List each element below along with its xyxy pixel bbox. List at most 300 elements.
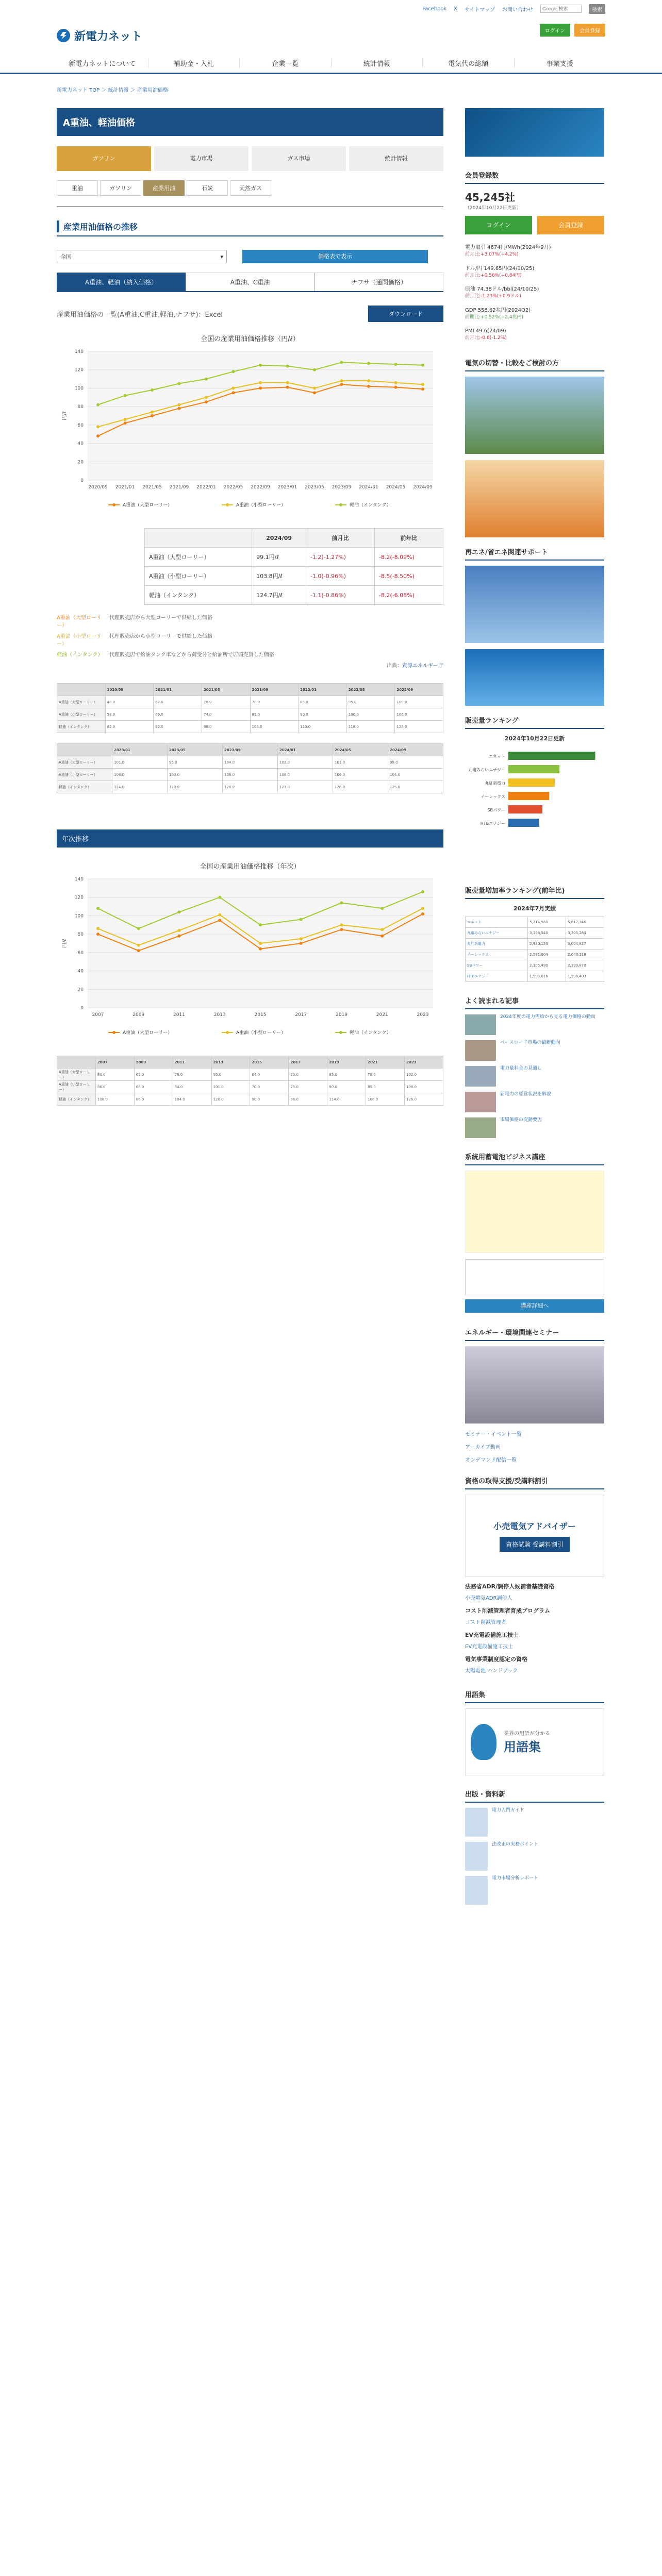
article-title: ベースロード市場の最新動向 xyxy=(500,1040,560,1045)
solar2-link[interactable]: 太陽電池 ハンドブック xyxy=(465,1668,518,1674)
y-tick-label: 120 xyxy=(74,895,84,901)
annual-price-chart xyxy=(57,861,443,1045)
x-tick-label: 2019 xyxy=(336,1012,347,1018)
annual-line-chart xyxy=(57,874,443,1044)
ranking-company[interactable]: HTBエナジー xyxy=(466,971,528,981)
login-button[interactable]: ログイン xyxy=(540,24,571,37)
tab-category[interactable]: ガス市場 xyxy=(252,146,346,171)
tab-category[interactable]: 統計情報 xyxy=(349,146,443,171)
legend-marker xyxy=(339,503,342,506)
register-button[interactable]: 会員登録 xyxy=(574,24,605,37)
tab-subtype[interactable]: 石炭 xyxy=(187,180,228,196)
seminar-link[interactable]: アーカイブ動画 xyxy=(465,1444,501,1450)
tab-subtype[interactable]: ガソリン xyxy=(100,180,141,196)
table-cell: 軽油（インタンク） xyxy=(57,1093,96,1106)
data-point xyxy=(313,386,316,389)
table-header: 2023/09 xyxy=(223,744,278,756)
table-cell: -1.1(-0.86%) xyxy=(306,586,374,605)
data-point xyxy=(367,362,370,365)
global-nav xyxy=(0,54,662,74)
seminar-link[interactable]: オンデマンド配信一覧 xyxy=(465,1457,517,1463)
source-link[interactable]: 資源エネルギー庁 xyxy=(402,663,443,669)
table-cell: 軽油（インタンク） xyxy=(57,721,106,733)
definition-term: A重油（小型ローリー） xyxy=(57,634,102,647)
ranking-bar xyxy=(508,792,549,800)
compare-banner-2[interactable] xyxy=(465,460,604,537)
y-tick-label: 80 xyxy=(77,404,84,410)
book-title: 法改正の実務ポイント xyxy=(492,1841,539,1847)
table-cell: A重油（大型ローリー） xyxy=(57,1069,96,1081)
source-note: 出典：資源エネルギー庁 xyxy=(387,663,443,669)
x-tick-label: 2007 xyxy=(92,1012,104,1018)
table-cell: 100.0 xyxy=(346,708,395,721)
table-cell: 98.0 xyxy=(202,721,250,733)
table-row xyxy=(466,971,604,981)
table-row xyxy=(145,548,443,567)
data-point xyxy=(340,361,343,364)
table-cell: 108.0 xyxy=(366,1093,405,1106)
legend-label: 軽油（インタンク） xyxy=(350,503,391,508)
cost-heading: コスト削減管理者育成プログラム xyxy=(465,1607,550,1614)
breadcrumb[interactable]: 新電力ネット TOP ＞ 統計情報 ＞ 産業用油価格 xyxy=(57,88,168,93)
data-point xyxy=(232,386,235,389)
seminar-banner[interactable] xyxy=(465,1171,604,1253)
ranking-company[interactable]: 九電みらいエナジー xyxy=(466,927,528,938)
table-cell: 78.0 xyxy=(250,696,299,708)
table-cell: 105.0 xyxy=(250,721,299,733)
table-cell: 95.0 xyxy=(211,1069,250,1081)
table-header: 2022/09 xyxy=(395,684,443,696)
table-cell: 2,571,004 xyxy=(528,949,566,960)
table-cell: 124.7円/ℓ xyxy=(252,586,306,605)
data-point xyxy=(259,947,262,951)
glossary-banner[interactable] xyxy=(465,1708,604,1775)
book-cover xyxy=(465,1808,488,1837)
table-cell: 120.0 xyxy=(168,781,223,793)
cost-link[interactable]: コスト削減管理者 xyxy=(465,1619,506,1625)
legend-marker xyxy=(339,1031,342,1034)
table-cell: 101.0 xyxy=(211,1081,250,1093)
x-tick-label: 2021/05 xyxy=(142,485,162,490)
advisor-logo: 小売電気アドバイザー xyxy=(493,1521,576,1531)
compare-banner-1[interactable] xyxy=(465,377,604,454)
site-header xyxy=(0,18,662,54)
article-thumbnail xyxy=(465,1014,496,1035)
article-item[interactable] xyxy=(465,1066,604,1087)
table-cell: -8.2(-8.09%) xyxy=(374,548,443,567)
table-header: 2022/05 xyxy=(346,684,395,696)
book-item[interactable] xyxy=(465,1876,604,1905)
ranking2-heading: 販売量増加率ランキング(前年比) xyxy=(465,882,604,899)
data-point xyxy=(421,907,424,910)
data-point xyxy=(380,935,384,938)
table-cell: 78.0 xyxy=(173,1069,211,1081)
table-cell: 5,214,560 xyxy=(528,917,566,927)
data-point xyxy=(380,907,384,910)
tab-category[interactable]: ガソリン xyxy=(57,146,151,171)
data-point xyxy=(367,385,370,388)
table-cell: 99.1円/ℓ xyxy=(252,548,306,567)
definition-text: 代理販売店から大型ローリーで供給した価格 xyxy=(109,615,212,621)
x-tick-label: 2023/09 xyxy=(332,485,352,490)
y-tick-label: 100 xyxy=(74,386,84,392)
table-cell: 62.0 xyxy=(134,1069,173,1081)
book-item[interactable] xyxy=(465,1842,604,1871)
article-title: 2024年度の電力需給から見る電力価格の動向 xyxy=(500,1014,595,1020)
legend-label: A重油（大型ローリー） xyxy=(123,1030,173,1036)
article-thumbnail xyxy=(465,1040,496,1061)
show-price-table-button[interactable]: 価格表で表示 xyxy=(242,250,428,263)
data-point xyxy=(96,434,100,437)
table-cell: 102.0 xyxy=(405,1069,443,1081)
ranking-bar xyxy=(508,752,595,760)
data-point xyxy=(96,907,100,910)
book-title: 電力市場分析レポート xyxy=(492,1875,539,1881)
contact-link[interactable]: お問い合わせ xyxy=(502,7,533,13)
y-tick-label: 80 xyxy=(77,932,84,938)
data-point xyxy=(205,396,208,399)
data-point xyxy=(259,923,262,926)
data-point xyxy=(137,944,140,947)
table-row xyxy=(57,1093,443,1106)
data-point xyxy=(340,383,343,386)
ranking-bar xyxy=(508,778,555,787)
page-title: A重油、軽油価格 xyxy=(57,108,443,136)
table-header: 前年比 xyxy=(374,529,443,548)
table-cell: 106.0 xyxy=(112,769,168,781)
article-item[interactable] xyxy=(465,1117,604,1138)
table-header: 2007 xyxy=(95,1056,134,1069)
table-header: 2015 xyxy=(250,1056,289,1069)
data-point xyxy=(421,387,424,391)
table-cell: 95.0 xyxy=(346,696,395,708)
logo-icon xyxy=(57,29,70,42)
table-cell: -8.2(-6.08%) xyxy=(374,586,443,605)
table-cell: 70.0 xyxy=(202,696,250,708)
ranking-company[interactable]: イーレックス xyxy=(466,949,528,960)
tab-product[interactable]: A重油、C重油 xyxy=(186,273,315,291)
member-count: 45,245社 xyxy=(465,191,516,204)
data-point xyxy=(259,942,262,945)
seminar-photo[interactable] xyxy=(465,1346,604,1423)
seminar-form[interactable] xyxy=(465,1259,604,1295)
table-cell: 92.0 xyxy=(154,721,202,733)
data-point xyxy=(124,421,127,425)
table-cell: A重油（小型ローリー） xyxy=(57,1081,96,1093)
table-cell: 58.0 xyxy=(105,708,154,721)
data-point xyxy=(96,425,100,428)
y-tick-label: 40 xyxy=(77,441,84,447)
data-point xyxy=(340,379,343,382)
table-cell: 99.0 xyxy=(388,756,443,769)
table-cell: 114.0 xyxy=(327,1093,366,1106)
compare-heading: 電気の切替・比較をご検討の方 xyxy=(465,354,604,371)
tab-product[interactable]: ナフサ（通関価格） xyxy=(315,273,443,291)
glossary-title: 用語集 xyxy=(504,1739,541,1754)
x-tick-label: 2023 xyxy=(417,1012,429,1018)
article-title: 電力量料金の見通し xyxy=(500,1065,542,1071)
data-point xyxy=(178,910,181,913)
table-cell: 軽油（インタンク） xyxy=(57,781,112,793)
legend-label: 軽油（インタンク） xyxy=(350,1030,391,1036)
tab-subtype[interactable]: 産業用油 xyxy=(143,180,185,196)
table-cell: 102.0 xyxy=(278,756,333,769)
table-cell: 101.0 xyxy=(333,756,388,769)
legend-label: A重油（小型ローリー） xyxy=(236,503,286,508)
x-tick-label: 2023/05 xyxy=(305,485,324,490)
table-cell: 62.0 xyxy=(154,696,202,708)
adr-heading: 法務省ADR/調停人候補者基礎資格 xyxy=(465,1583,555,1590)
table-header: 2023/05 xyxy=(168,744,223,756)
table-cell: 48.0 xyxy=(105,696,154,708)
legend-label: A重油（大型ローリー） xyxy=(123,503,173,508)
product-tabs xyxy=(57,273,443,292)
table-cell: 101.0 xyxy=(112,756,168,769)
nav-item[interactable]: 企業一覧 xyxy=(240,58,332,68)
data-point xyxy=(178,929,181,932)
data-point xyxy=(340,901,343,904)
table-cell: 5,617,346 xyxy=(566,917,604,927)
download-button[interactable]: ダウンロード xyxy=(368,306,443,322)
table-cell: A重油（大型ローリー） xyxy=(145,548,252,567)
table-cell: 80.0 xyxy=(95,1069,134,1081)
data-point xyxy=(96,933,100,936)
x-tick-label: 2017 xyxy=(295,1012,307,1018)
data-point xyxy=(218,896,221,899)
table-header: 2021/09 xyxy=(250,684,299,696)
table-cell: 2,105,490 xyxy=(528,960,566,971)
tab-category[interactable]: 電力市場 xyxy=(154,146,249,171)
ranking-label: イーレックス xyxy=(481,794,505,799)
data-point xyxy=(232,370,235,373)
legend-label: A重油（小型ローリー） xyxy=(236,1030,286,1036)
ev-link[interactable]: EV充電設備施工技士 xyxy=(465,1643,514,1650)
ev-heading: EV充電設備施工技士 xyxy=(465,1631,519,1638)
adr-link[interactable]: 小売電気ADR調停人 xyxy=(465,1595,512,1601)
ranking-label: SBパワー xyxy=(487,807,505,812)
table-cell: 100.0 xyxy=(168,769,223,781)
table-cell: 1,998,403 xyxy=(566,971,604,981)
y-tick-label: 140 xyxy=(74,349,84,354)
seminar-detail-button[interactable]: 講座詳細へ xyxy=(465,1299,604,1313)
table-cell: 108.0 xyxy=(405,1081,443,1093)
data-point xyxy=(259,381,262,384)
y-axis-label: 円/ℓ xyxy=(62,411,68,420)
table-cell: 85.0 xyxy=(327,1069,366,1081)
table-cell: A重油（小型ローリー） xyxy=(145,567,252,586)
definition-text: 代理販売店で給油タンク車などから荷受分と給油所で店頭売買した価格 xyxy=(109,652,274,658)
indicator: 電力取引 4674円/MWh(2024年9月) 前月比:+3.07%(+4.2%) xyxy=(465,245,551,257)
site-logo[interactable] xyxy=(57,28,142,44)
facebook-link[interactable]: Facebook xyxy=(422,6,447,12)
table-cell: 125.0 xyxy=(395,721,443,733)
table-row xyxy=(57,756,443,769)
x-tick-label: 2021/01 xyxy=(115,485,135,490)
table-row xyxy=(466,938,604,949)
ranking-company[interactable]: 丸紅新電力 xyxy=(466,938,528,949)
table-cell: 82.0 xyxy=(250,708,299,721)
subsidy-banner[interactable] xyxy=(465,649,604,706)
table-cell: 124.0 xyxy=(112,781,168,793)
table-cell: 127.0 xyxy=(278,781,333,793)
table-header: 2011 xyxy=(173,1056,211,1069)
legend-marker xyxy=(112,1031,115,1034)
x-link[interactable]: X xyxy=(454,6,458,12)
lightbulb-icon xyxy=(471,1724,496,1760)
article-item[interactable] xyxy=(465,1040,604,1061)
table-cell: A重油（小型ローリー） xyxy=(57,708,106,721)
y-tick-label: 60 xyxy=(77,950,84,956)
table-cell: 120.0 xyxy=(211,1093,250,1106)
data-point xyxy=(151,388,154,392)
book-cover xyxy=(465,1842,488,1871)
table-header: 2023/01 xyxy=(112,744,168,756)
monthly-data-tables xyxy=(57,683,443,804)
table-cell: 90.0 xyxy=(327,1081,366,1093)
books-heading: 出版・資料新 xyxy=(465,1786,604,1803)
data-point xyxy=(178,407,181,410)
table-cell: 70.0 xyxy=(250,1081,289,1093)
region-select-value: 全国 xyxy=(60,253,72,260)
table-row xyxy=(466,917,604,927)
x-tick-label: 2024/01 xyxy=(359,485,378,490)
x-tick-label: 2023/01 xyxy=(277,485,297,490)
data-point xyxy=(151,411,154,414)
search-input[interactable] xyxy=(540,5,582,13)
table-cell: 128.0 xyxy=(223,781,278,793)
main-content xyxy=(57,108,443,1116)
table-header xyxy=(57,744,112,756)
table-header: 2017 xyxy=(289,1056,327,1069)
definitions xyxy=(57,613,443,658)
glossary-sub: 業界の用語が分かる xyxy=(504,1731,550,1737)
nav-item[interactable]: 電気代の総額 xyxy=(423,58,515,68)
annual-section-band: 年次推移 xyxy=(57,829,443,848)
ranking-date: 2024年10月22日更新 xyxy=(504,735,565,742)
advisor-banner[interactable] xyxy=(465,1495,604,1577)
sidebar xyxy=(465,108,604,1910)
definition-term: A重油（大型ローリー） xyxy=(57,615,102,629)
table-cell: 106.0 xyxy=(333,769,388,781)
table-cell: A重油（大型ローリー） xyxy=(57,696,106,708)
ranking-bar xyxy=(508,765,559,773)
table-cell: 68.0 xyxy=(134,1081,173,1093)
seminar-link[interactable]: セミナー・イベント一覧 xyxy=(465,1431,522,1437)
ranking-company[interactable]: SBパワー xyxy=(466,960,528,971)
article-title: 新電力の経営状況を解説 xyxy=(500,1091,552,1097)
search-button[interactable]: 検索 xyxy=(589,4,605,14)
ranking-company[interactable]: エネット xyxy=(466,917,528,927)
ranking-bar xyxy=(508,819,539,827)
sidebar-login-button[interactable]: ログイン xyxy=(465,216,532,234)
category-tabs xyxy=(57,146,443,171)
data-point xyxy=(259,386,262,389)
table-header: 2020/09 xyxy=(105,684,154,696)
article-item[interactable] xyxy=(465,1092,604,1112)
table-cell: -8.5(-8.50%) xyxy=(374,567,443,586)
table-header xyxy=(57,1056,96,1069)
table-header: 前月比 xyxy=(306,529,374,548)
ranking-label: 丸紅新電力 xyxy=(485,781,505,786)
table-cell: A重油（小型ローリー） xyxy=(57,769,112,781)
data-point xyxy=(137,949,140,952)
data-point xyxy=(340,928,343,931)
nav-item[interactable]: 統計情報 xyxy=(332,58,423,68)
ranking-bar-chart xyxy=(465,747,604,870)
data-point xyxy=(421,890,424,893)
data-point xyxy=(340,923,343,926)
article-thumbnail xyxy=(465,1117,496,1138)
ranking-label: 九電みらいエナジー xyxy=(468,767,505,772)
table-cell: 1,993,016 xyxy=(528,971,566,981)
article-item[interactable] xyxy=(465,1014,604,1035)
x-tick-label: 2022/09 xyxy=(251,485,270,490)
nav-item[interactable]: 事業支援 xyxy=(546,60,573,68)
region-select[interactable] xyxy=(57,250,227,263)
glossary-heading: 用語集 xyxy=(465,1686,604,1703)
table-cell: 108.0 xyxy=(95,1093,134,1106)
table-cell: 3,198,540 xyxy=(528,927,566,938)
table-header: 2022/01 xyxy=(299,684,347,696)
y-tick-label: 40 xyxy=(77,969,84,974)
solar-banner[interactable] xyxy=(465,566,604,643)
indicator: ドル/円 149.65円(24/10/25) 前月比:+0.56%(+0.84円) xyxy=(465,265,535,278)
table-cell: 軽油（インタンク） xyxy=(145,586,252,605)
data-point xyxy=(394,381,398,384)
table-row xyxy=(57,1081,443,1093)
table-cell: 118.0 xyxy=(346,721,395,733)
x-tick-label: 2021 xyxy=(376,1012,388,1018)
table-header: 2024/01 xyxy=(278,744,333,756)
legend-marker xyxy=(112,503,115,506)
table-cell: 74.0 xyxy=(202,708,250,721)
table-cell: 66.0 xyxy=(154,708,202,721)
ranking-label: エネット xyxy=(489,754,505,759)
data-point xyxy=(300,942,303,945)
sitemap-link[interactable]: サイトマップ xyxy=(465,7,495,13)
annual-data-tables xyxy=(57,1056,443,1116)
advisor-heading: 資格の取得支援/受講料割引 xyxy=(465,1472,604,1489)
book-item[interactable] xyxy=(465,1808,604,1837)
data-point xyxy=(205,378,208,381)
tab-subtype[interactable]: 重油 xyxy=(57,180,98,196)
data-point xyxy=(394,386,398,389)
data-point xyxy=(151,414,154,417)
indicator: 原油 74.38ドル/bbl(24/10/25) 前月比:-1.23%(+0.9ドル) xyxy=(465,286,539,299)
table-cell: 86.0 xyxy=(95,1081,134,1093)
table-cell: 108.0 xyxy=(223,769,278,781)
tab-product[interactable]: A重油、軽油（納入価格） xyxy=(57,273,186,291)
tab-subtype[interactable]: 天然ガス xyxy=(230,180,271,196)
data-point xyxy=(124,418,127,421)
data-point xyxy=(380,928,384,931)
sidebar-register-button[interactable]: 会員登録 xyxy=(537,216,604,234)
data-point xyxy=(218,913,221,917)
market-ad-banner[interactable] xyxy=(465,108,604,157)
table-row xyxy=(466,960,604,971)
member-updated: （2024年10月22日更新） xyxy=(465,206,521,211)
table-header: 2024/05 xyxy=(333,744,388,756)
y-tick-label: 0 xyxy=(80,478,84,483)
excel-download-label: 産業用油価格の一覧(A重油,C重油,軽油,ナフサ)：Excel xyxy=(57,311,223,319)
table-cell: 3,305,284 xyxy=(566,927,604,938)
table-header: 2019 xyxy=(327,1056,366,1069)
nav-item[interactable]: 新電力ネットについて xyxy=(57,58,148,68)
nav-item[interactable]: 補助金・入札 xyxy=(148,58,240,68)
articles-heading: よく読まれる記事 xyxy=(465,992,604,1009)
ranking-label: HTBエナジー xyxy=(480,821,505,826)
table-cell: 85.0 xyxy=(366,1081,405,1093)
